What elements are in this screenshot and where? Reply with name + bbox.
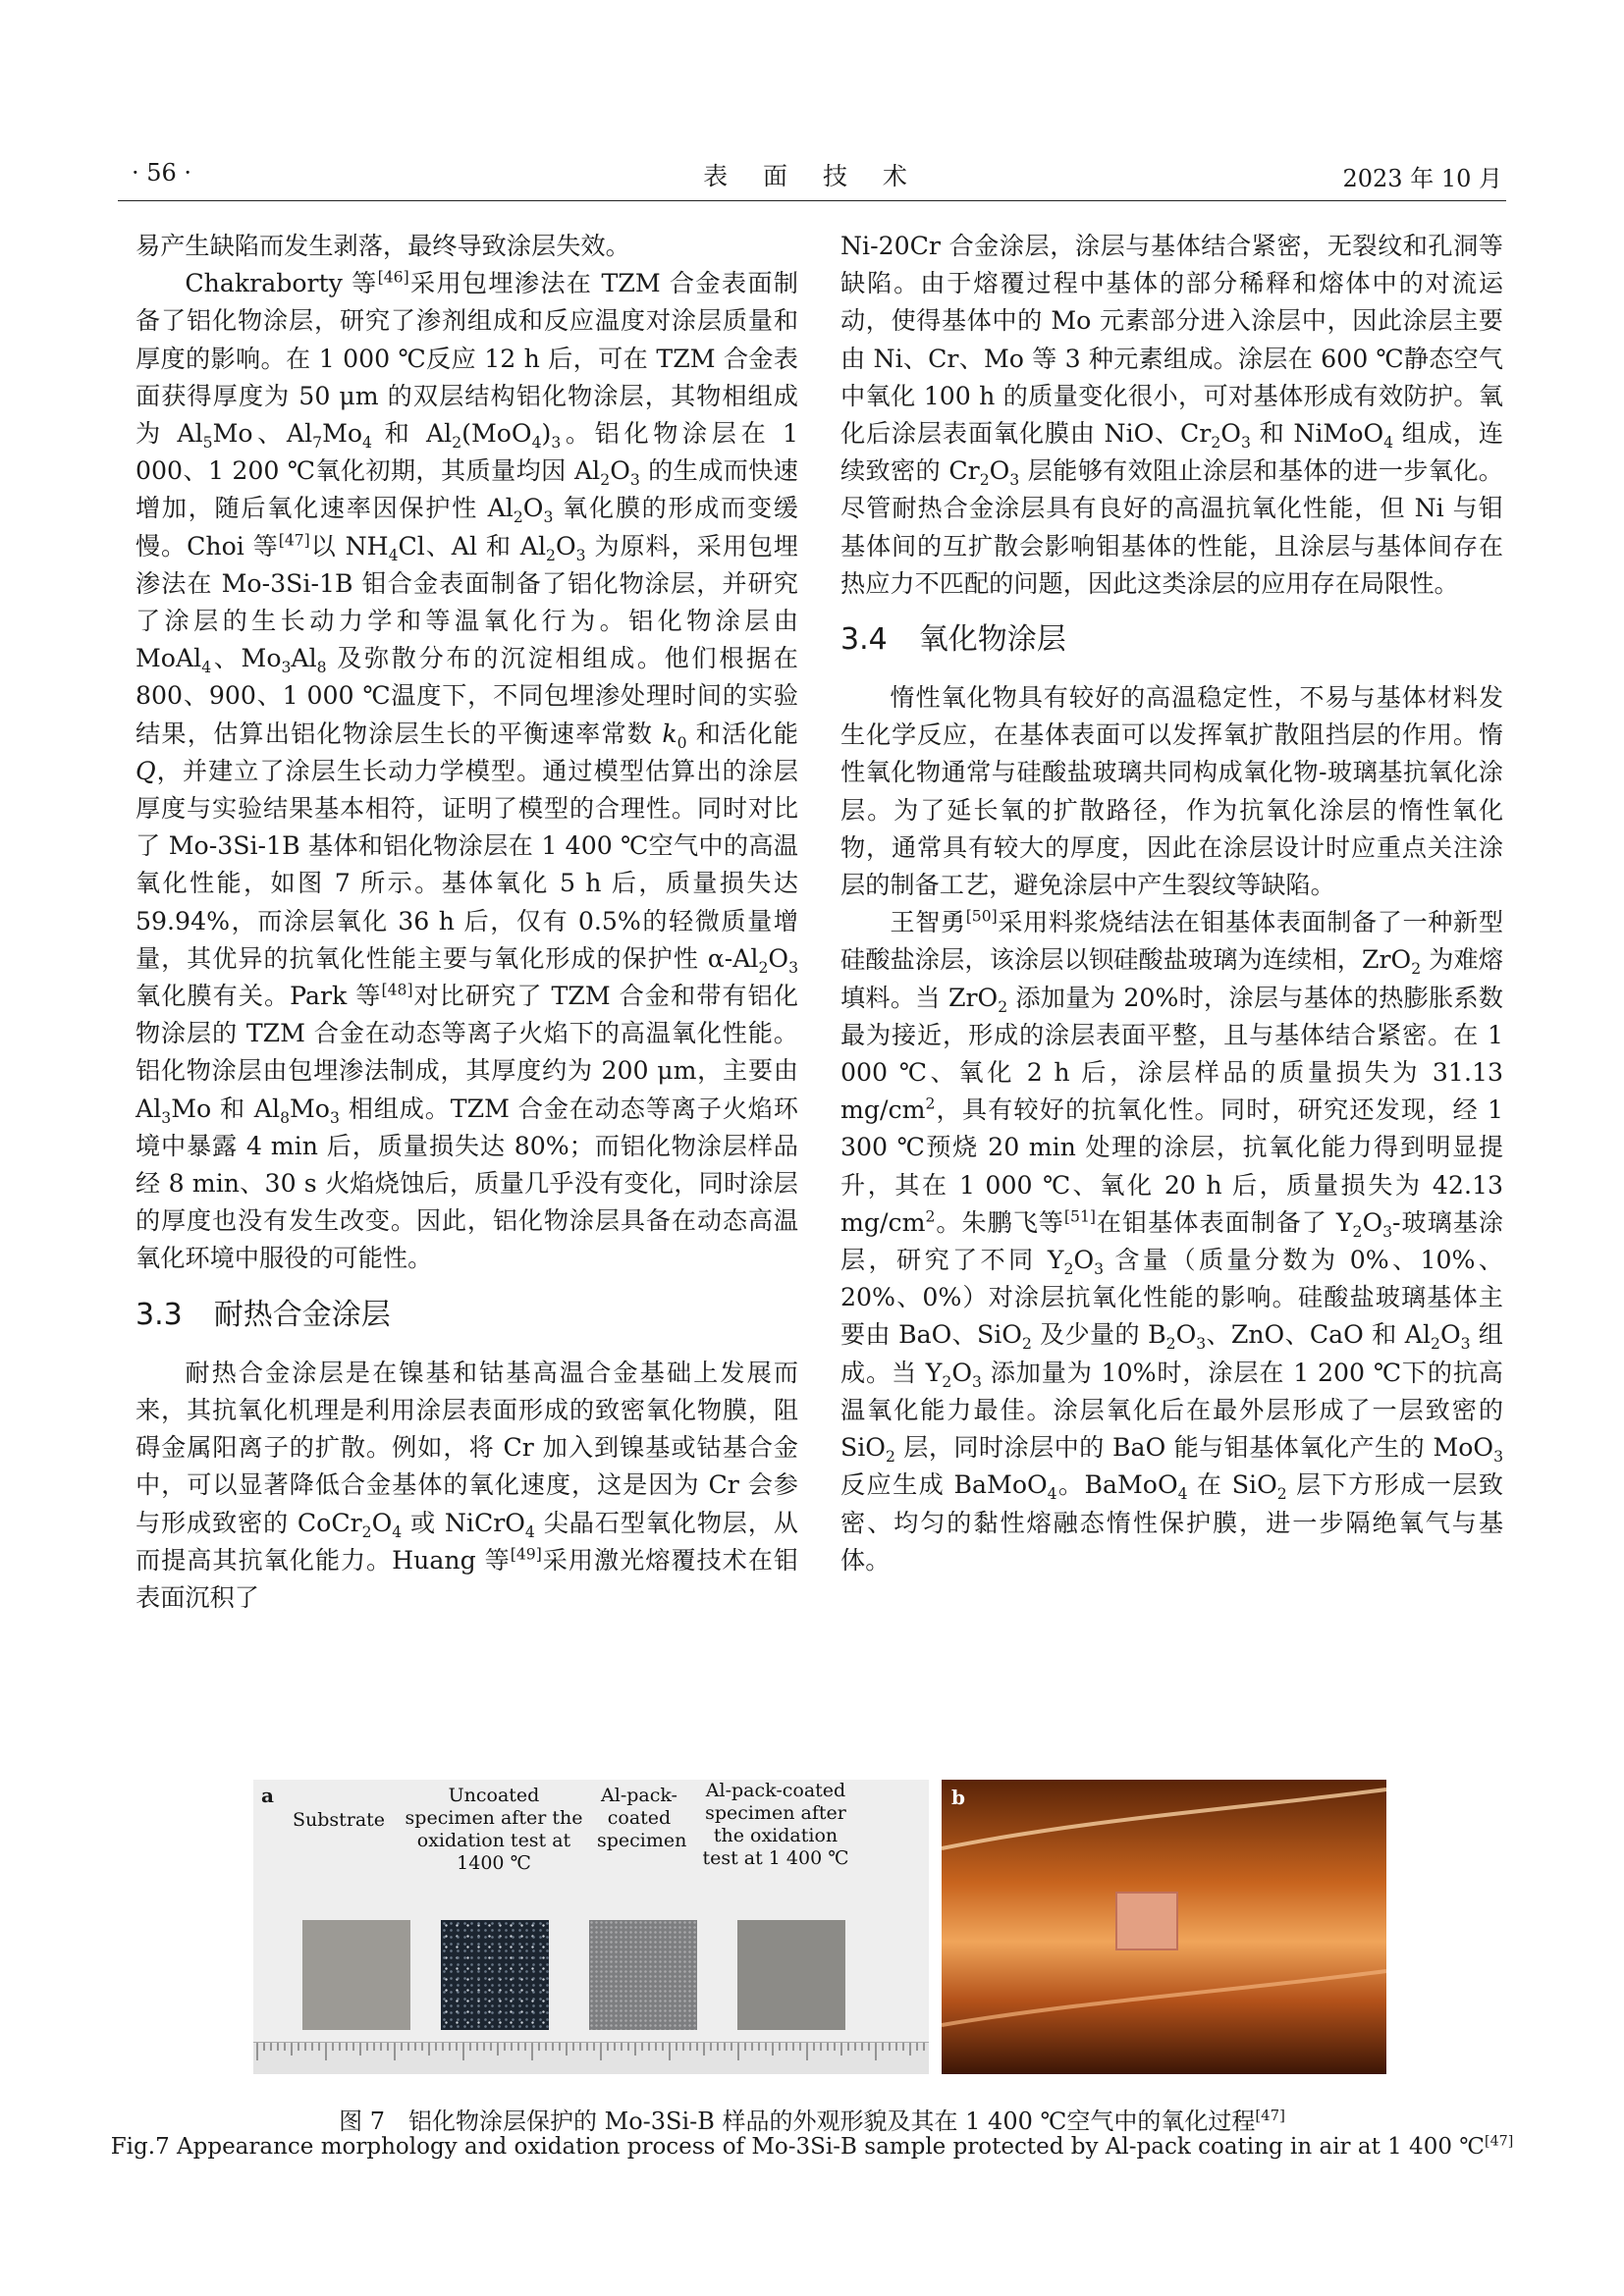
specimen-label-coated-oxidized: Al-pack-coated specimen after the oxidation test at 1 400 ℃: [702, 1780, 849, 1869]
section-heading: [135, 1296, 798, 1335]
right-column-paragraph: Ni-20Cr 合金涂层，涂层与基体结合紧密，无裂纹和孔洞等缺陷。由于熔覆过程中基体的部分稀释和熔体中的对流运动，使得基体中的 Mo 元素部分进入涂层中，因此涂层主要由 Ni、Cr、Mo 等 3 种元素组成。涂层在 600 ℃静态空气中氧化 100 h 的质量变化很小，可对基体形成有效防护。氧化后涂层表面氧化膜由 NiO、$Cr_2O_3$ 和 NiMoO$_4$ 组成，连续致密的 $Cr_2O_3$ 层能够有效阻止涂层和基体的进一步氧化。尽管耐热合金涂层具有良好的高温抗氧化性能，但 Ni 与钼基体间的互扩散会影响钼基体的性能，且涂层与基体间存在热应力不匹配的问题，因此这类涂层的应用存在局限性。: [840, 232, 1503, 598]
journal-title: 表 面 技 术: [703, 162, 921, 190]
section-number: 3.4: [840, 622, 888, 658]
coated-oxidized-specimen: [737, 1920, 845, 2030]
right-column-paragraph: 王智勇[50]采用料浆烧结法在钼基体表面制备了一种新型硅酸盐涂层，该涂层以钡硅酸盐玻璃为连续相，ZrO$_2$ 为难熔填料。当 ZrO$_2$ 添加量为 20%时，涂层与基体的热膨胀系数最为接近，形成的涂层表面平整，且与基体结合紧密。在 1 000 ℃、氧化 2 h 后，涂层样品的质量损失为 31.13 $mg/cm^2$，具有较好的抗氧化性。同时，研究还发现，经 1 300 ℃预烧 20 min 处理的涂层，抗氧化能力得到明显提升，其在 1 000 ℃、氧化 20 h 后，质量损失为 42.13 $mg/cm^2$。朱鹏飞等[51]在钼基体表面制备了 $Y_2O_3-$玻璃基涂层，研究了不同 $Y_2O_3$ 含量（质量分数为 0%、10%、20%、0%）对涂层抗氧化性能的影响。硅酸盐玻璃基体主要由 BaO、SiO$_2$ 及少量的 $B_2O_3$、ZnO、CaO 和 $Al_2O_3$ 组成。当 $Y_2O_3$ 添加量为 10%时，涂层在 1 200 ℃下的抗高温氧化能力最佳。涂层氧化后在最外层形成了一层致密的 SiO$_2$ 层，同时涂层中的 BaO 能与钼基体氧化产生的 MoO$_3$ 反应生成 BaMoO$_4$。BaMoO$_4$ 在 SiO$_2$ 层下方形成一层致密、均匀的黏性熔融态惰性保护膜，进一步隔绝氧气与基体。: [840, 907, 1504, 1575]
figure-7: [253, 1780, 1386, 2074]
specimen-label-substrate: Substrate: [292, 1809, 386, 1831]
substrate-specimen: [302, 1920, 410, 2030]
section-title: 耐热合金涂层: [213, 1297, 391, 1332]
left-column: [135, 228, 798, 1617]
section-heading: [840, 620, 1503, 660]
section-title: 氧化物涂层: [918, 622, 1066, 658]
furnace-photo: [942, 1780, 1386, 2074]
left-column-paragraph: Chakraborty 等[46]采用包埋渗法在 TZM 合金表面制备了铝化物涂层，研究了渗剂组成和反应温度对涂层质量和厚度的影响。在 1 000 ℃反应 12 h 后，可在 TZM 合金表面获得厚度为 50 μm 的双层结构铝化物涂层，其物相组成为 $Al_5Mo$、$Al_7Mo_4$ 和 $Al_2(MoO_4)_3$。铝化物涂层在 1 000、1 200 ℃氧化初期，其质量均因 $Al_2O_3$ 的生成而快速增加，随后氧化速率因保护性 $Al_2O_3$ 氧化膜的形成而变缓慢。Choi 等[47]以 $NH_4Cl$、Al 和 $Al_2O_3$ 为原料，采用包埋渗法在 Mo-3Si-1B 钼合金表面制备了铝化物涂层，并研究了涂层的生长动力学和等温氧化行为。铝化物涂层由 MoAl$_4$、$Mo_3Al_8$ 及弥散分布的沉淀相组成。他们根据在 800、900、1 000 ℃温度下，不同包埋渗处理时间的实验结果，估算出铝化物涂层生长的平衡速率常数 $k_0$ 和活化能 Q，并建立了涂层生长动力学模型。通过模型估算出的涂层厚度与实验结果基本相符，证明了模型的合理性。同时对比了 Mo-3Si-1B 基体和铝化物涂层在 1 400 ℃空气中的高温氧化性能，如图 7 所示。基体氧化 5 h 后，质量损失达 59.94%，而涂层氧化 36 h 后，仅有 0.5%的轻微质量增量，其优异的抗氧化性能主要与氧化形成的保护性 $\alpha-Al_2O_3$ 氧化膜有关。Park 等[48]对比研究了 TZM 合金和带有铝化物涂层的 TZM 合金在动态等离子火焰下的高温氧化性能。铝化物涂层由包埋渗法制成，其厚度约为 200 μm，主要由 $Al_3Mo$ 和 $Al_8Mo_3$ 相组成。TZM 合金在动态等离子火焰环境中暴露 4 min 后，质量损失达 80%；而铝化物涂层样品经 8 min、30 s 火焰烧蚀后，质量几乎没有变化，同时涂层的厚度也没有发生改变。因此，铝化物涂层具备在动态高温氧化环境中服役的可能性。: [135, 268, 798, 1273]
figure-caption-english: Fig.7 Appearance morphology and oxidation process of Mo-3Si-B sample protected by Al-pack coating in air at 1 400 ℃[47]: [110, 2133, 1514, 2160]
scale-ruler: [253, 2042, 929, 2074]
left-column-paragraph: 易产生缺陷而发生剥落，最终导致涂层失效。: [135, 232, 630, 260]
coated-specimen: [589, 1920, 697, 2030]
right-column: [840, 228, 1503, 1579]
specimen-label-coated: Al-pack-coated specimen: [597, 1785, 687, 1851]
panel-a-label: a: [261, 1784, 274, 1807]
panel-b-label: b: [951, 1786, 965, 1809]
page-number: · 56 ·: [132, 159, 192, 187]
specimen-label-uncoated-oxidized: Uncoated specimen after the oxidation test at 1400 ℃: [405, 1785, 583, 1874]
ruler-ticks: [253, 2043, 929, 2074]
figure-caption-chinese: 图 7 铝化物涂层保护的 Mo-3Si-B 样品的外观形貌及其在 1 400 ℃空气中的氧化过程[47]: [339, 2107, 1285, 2135]
left-column-paragraph: 耐热合金涂层是在镍基和钴基高温合金基础上发展而来，其抗氧化机理是利用涂层表面形成的致密氧化物膜，阻碍金属阳离子的扩散。例如，将 Cr 加入到镍基或钴基合金中，可以显著降低合金基体的氧化速度，这是因为 Cr 会参与形成致密的 $CoCr_2O_4$ 或 NiCrO$_4$ 尖晶石型氧化物层，从而提高其抗氧化能力。Huang 等[49]采用激光熔覆技术在钼表面沉积了: [135, 1358, 798, 1612]
issue-date: 2023 年 10 月: [1342, 165, 1502, 192]
section-number: 3.3: [135, 1297, 183, 1332]
uncoated-oxidized-specimen: [441, 1920, 549, 2030]
figure-panel-a: [253, 1780, 929, 2074]
page-header: [118, 157, 1506, 201]
right-column-paragraph: 惰性氧化物具有较好的高温稳定性，不易与基体材料发生化学反应，在基体表面可以发挥氧扩散阻挡层的作用。惰性氧化物通常与硅酸盐玻璃共同构成氧化物-玻璃基抗氧化涂层。为了延长氧的扩散路径，作为抗氧化涂层的惰性氧化物，通常具有较大的厚度，因此在涂层设计时应重点关注涂层的制备工艺，避免涂层中产生裂纹等缺陷。: [840, 683, 1503, 900]
figure-panel-b: [942, 1780, 1386, 2074]
